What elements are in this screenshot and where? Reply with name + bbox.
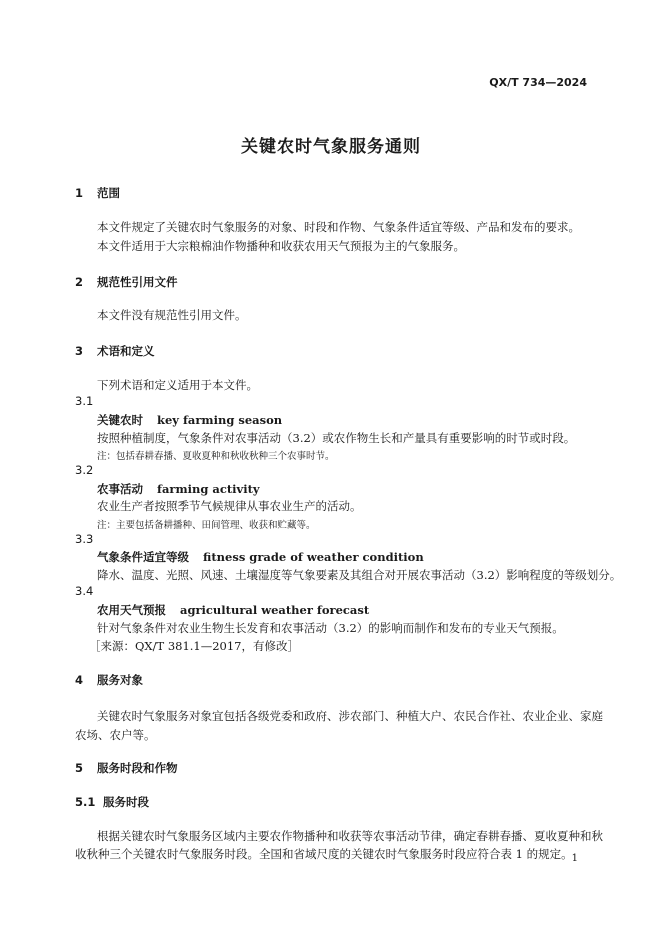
section-heading-2 [75, 274, 178, 290]
term-en: fitness grade of weather condition [203, 550, 424, 564]
paragraph: 本文件规定了关键农时气象服务的对象、时段和作物、气象条件适宜等级、产品和发布的要求。 [97, 220, 580, 234]
term-en: farming activity [157, 482, 260, 496]
term-title [97, 549, 424, 565]
section-heading-1 [75, 185, 120, 201]
subsection-number: 5.1 [75, 795, 96, 809]
section-title: 术语和定义 [97, 344, 155, 358]
term-zh: 农用天气预报 [97, 603, 166, 617]
document-code: QX/T 734—2024 [489, 76, 587, 89]
page-title: 关键农时气象服务通则 [241, 137, 421, 157]
term-definition: 农业生产者按照季节气候规律从事农业生产的活动。 [97, 499, 362, 513]
section-number: 4 [75, 673, 84, 687]
section-title: 服务对象 [97, 673, 143, 687]
term-note: 注：主要包括备耕播种、田间管理、收获和贮藏等。 [97, 520, 316, 531]
term-definition: 针对气象条件对农业生物生长发育和农事活动（3.2）的影响而制作和发布的专业天气预报。 [97, 621, 564, 635]
section-heading-3 [75, 343, 155, 359]
section-number: 3 [75, 344, 84, 358]
section-title: 服务时段和作物 [97, 761, 178, 775]
section-title: 范围 [97, 186, 120, 200]
page-number: 1 [571, 853, 578, 864]
term-note: 注：包括春耕春播、夏收夏种和秋收秋种三个农事时节。 [97, 451, 335, 462]
section-number: 5 [75, 761, 84, 775]
section-number: 1 [75, 186, 84, 200]
paragraph: 根据关键农时气象服务区域内主要农作物播种和收获等农事活动节律，确定春耕春播、夏收夏种和秋 [97, 829, 603, 843]
term-en: agricultural weather forecast [180, 603, 370, 617]
term-title [97, 412, 282, 428]
paragraph: 农场、农户等。 [75, 728, 156, 742]
subsection-heading-5-1 [75, 794, 149, 810]
paragraph: 关键农时气象服务对象宜包括各级党委和政府、涉农部门、种植大户、农民合作社、农业企业、家庭 [97, 709, 603, 723]
section-heading-4 [75, 672, 143, 688]
term-definition: 按照种植制度，气象条件对农事活动（3.2）或农作物生长和产量具有重要影响的时节或时段。 [97, 431, 576, 445]
paragraph: 收秋种三个关键农时气象服务时段。全国和省域尺度的关键农时气象服务时段应符合表 1 的规定。 [75, 847, 573, 861]
term-number: 3.4 [75, 584, 94, 598]
term-number: 3.1 [75, 394, 94, 408]
term-en: key farming season [157, 413, 283, 427]
term-zh: 农事活动 [97, 482, 143, 496]
term-title [97, 481, 260, 497]
term-number: 3.3 [75, 532, 94, 546]
paragraph: 本文件适用于大宗粮棉油作物播种和收获农用天气预报为主的气象服务。 [97, 239, 465, 253]
paragraph: 下列术语和定义适用于本文件。 [97, 378, 258, 392]
subsection-title: 服务时段 [103, 795, 149, 809]
term-definition: 降水、温度、光照、风速、土壤湿度等气象要素及其组合对开展农事活动（3.2）影响程度的等级划分。 [97, 568, 622, 582]
term-source: ［来源：QX/T 381.1—2017，有修改］ [89, 639, 300, 653]
term-number: 3.2 [75, 463, 94, 477]
section-title: 规范性引用文件 [97, 275, 178, 289]
paragraph: 本文件没有规范性引用文件。 [97, 308, 247, 322]
section-number: 2 [75, 275, 84, 289]
term-title [97, 602, 369, 618]
term-zh: 气象条件适宜等级 [97, 550, 189, 564]
section-heading-5 [75, 760, 178, 776]
term-zh: 关键农时 [97, 413, 143, 427]
